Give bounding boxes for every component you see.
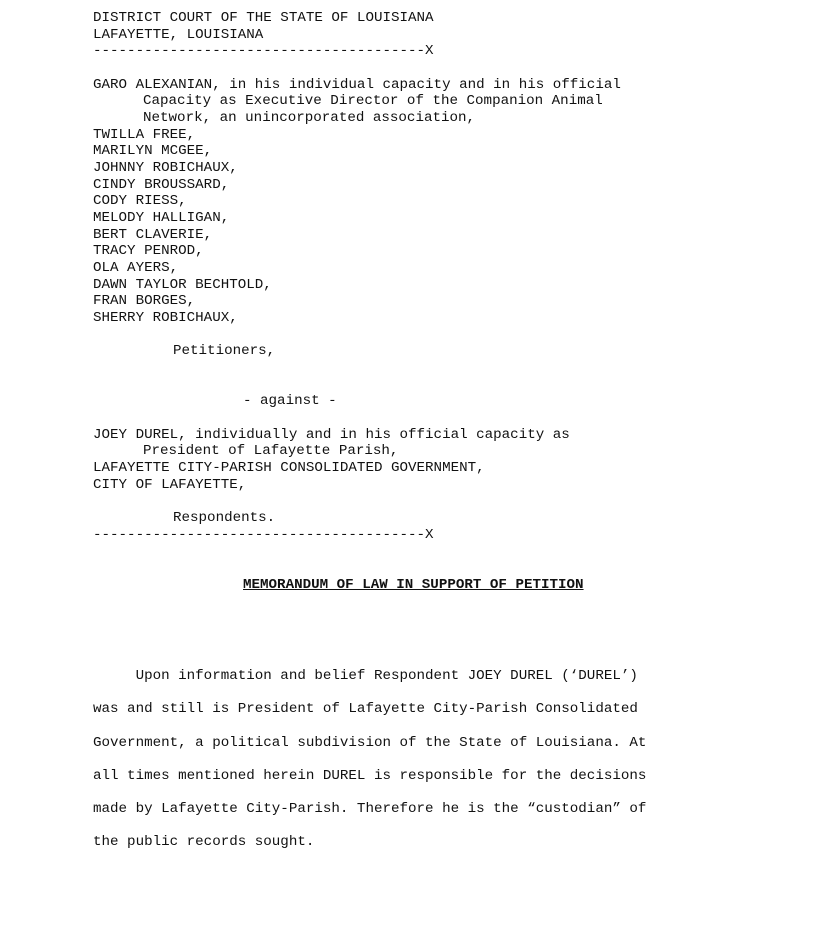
petitioner-name: CODY RIESS, [93, 193, 187, 209]
court-location-line: LAFAYETTE, LOUISIANA [93, 27, 264, 43]
caption-divider-top: ---------------------------------------X [93, 43, 434, 59]
petitioner-name: SHERRY ROBICHAUX, [93, 310, 238, 326]
petitioner-name: JOHNNY ROBICHAUX, [93, 160, 238, 176]
body-paragraph [93, 660, 753, 860]
petitioner-name: TWILLA FREE, [93, 127, 196, 143]
petitioner-name: MELODY HALLIGAN, [93, 210, 230, 226]
petitioner-lead-line-1: GARO ALEXANIAN, in his individual capacity and in his official [93, 77, 621, 93]
body-line: made by Lafayette City-Parish. Therefore he is the “custodian” of [93, 801, 647, 818]
against-label: - against - [243, 393, 337, 409]
petitioner-lead-line-3: Network, an unincorporated association, [143, 110, 476, 126]
caption-divider-bottom: ---------------------------------------X [93, 527, 434, 543]
respondent-line-1: JOEY DUREL, individually and in his official capacity as [93, 427, 570, 443]
respondent-line-3: LAFAYETTE CITY-PARISH CONSOLIDATED GOVERNMENT, [93, 460, 485, 476]
petitioner-name: DAWN TAYLOR BECHTOLD, [93, 277, 272, 293]
court-name-line: DISTRICT COURT OF THE STATE OF LOUISIANA [93, 10, 434, 26]
respondent-line-2: President of Lafayette Parish, [143, 443, 399, 459]
respondents-label: Respondents. [173, 510, 276, 526]
respondent-line-4: CITY OF LAFAYETTE, [93, 477, 247, 493]
petitioner-name: MARILYN MCGEE, [93, 143, 213, 159]
petitioners-label: Petitioners, [173, 343, 276, 359]
petitioner-name: BERT CLAVERIE, [93, 227, 213, 243]
petitioner-lead-line-2: Capacity as Executive Director of the Companion Animal [143, 93, 603, 109]
body-line: the public records sought. [93, 834, 315, 851]
petitioner-name: FRAN BORGES, [93, 293, 196, 309]
body-line: Government, a political subdivision of the State of Louisiana. At [93, 734, 647, 751]
body-line: Upon information and belief Respondent JOEY DUREL (‘DUREL’) [93, 668, 638, 684]
petitioner-name: TRACY PENROD, [93, 243, 204, 259]
body-line: was and still is President of Lafayette City-Parish Consolidated [93, 701, 638, 718]
body-line: all times mentioned herein DUREL is responsible for the decisions [93, 767, 647, 784]
petitioner-name: CINDY BROUSSARD, [93, 177, 230, 193]
document-title: MEMORANDUM OF LAW IN SUPPORT OF PETITION [243, 577, 584, 593]
petitioner-name: OLA AYERS, [93, 260, 179, 276]
